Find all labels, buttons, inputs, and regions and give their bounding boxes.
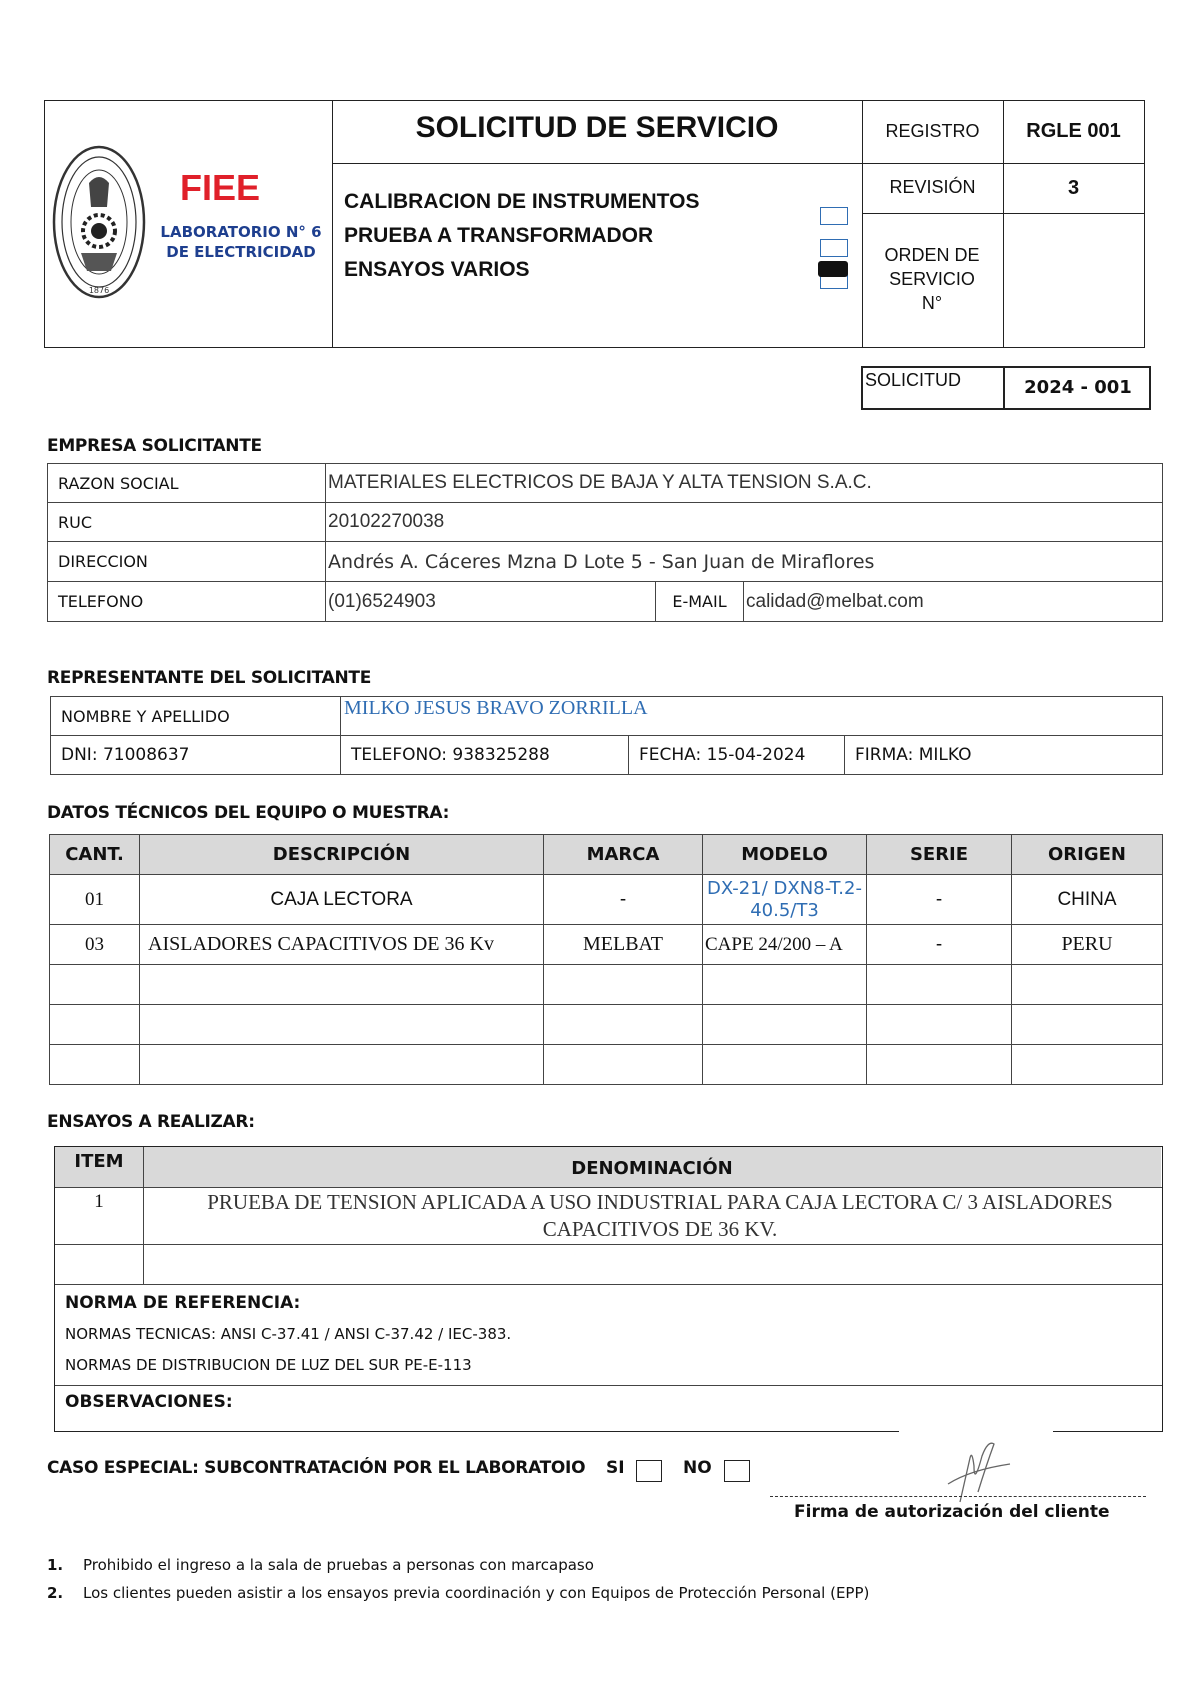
section-title-ensayos: ENSAYOS A REALIZAR: bbox=[47, 1112, 255, 1132]
service-option-calibracion: CALIBRACION DE INSTRUMENTOS bbox=[344, 190, 700, 213]
cell-modelo: DX-21/ DXN8-T.2-40.5/T3 bbox=[703, 875, 867, 925]
col-cant: CANT. bbox=[50, 835, 140, 875]
direccion-label: DIRECCION bbox=[48, 542, 326, 582]
cell-serie: - bbox=[867, 875, 1012, 925]
cell-modelo: CAPE 24/200 – A bbox=[703, 925, 867, 965]
svg-text:1876: 1876 bbox=[88, 286, 110, 295]
email-value[interactable]: calidad@melbat.com bbox=[744, 582, 1163, 622]
table-row bbox=[50, 1045, 1163, 1085]
firma-field[interactable]: FIRMA: MILKO bbox=[845, 736, 1163, 775]
caso-especial-si-label: SI bbox=[606, 1458, 625, 1478]
service-checkbox-transformador[interactable] bbox=[820, 239, 848, 257]
ensayo-denominacion: PRUEBA DE TENSION APLICADA A USO INDUSTRIAL PARA CAJA LECTORA C/ 3 AISLADORES CAPACITIVOS DE 36 KV. bbox=[207, 1190, 1113, 1241]
registro-label: REGISTRO bbox=[885, 121, 980, 141]
telefono-label: TELEFONO bbox=[48, 582, 326, 622]
section-title-representante: REPRESENTANTE DEL SOLICITANTE bbox=[47, 668, 372, 688]
col-descripcion: DESCRIPCIÓN bbox=[140, 835, 544, 875]
ensayo-item-number: 1 bbox=[94, 1191, 104, 1212]
col-item: ITEM bbox=[74, 1151, 124, 1172]
table-row bbox=[50, 925, 1163, 965]
col-serie: SERIE bbox=[867, 835, 1012, 875]
cell-marca: - bbox=[544, 875, 703, 925]
fecha-field[interactable]: FECHA: 15-04-2024 bbox=[629, 736, 845, 775]
firma-cliente-label: Firma de autorización del cliente bbox=[794, 1502, 1110, 1522]
nota-2: 2. Los clientes pueden asistir a los ensayos previa coordinación y con Equipos de Protección Personal (EPP) bbox=[47, 1584, 870, 1602]
nombre-value[interactable]: MILKO JESUS BRAVO ZORRILLA bbox=[341, 697, 1163, 736]
solicitud-number: 2024 - 001 bbox=[1024, 377, 1132, 398]
razon-social-value[interactable]: MATERIALES ELECTRICOS DE BAJA Y ALTA TENSION S.A.C. bbox=[326, 464, 1163, 503]
representante-table bbox=[50, 696, 1163, 775]
cell-origen: PERU bbox=[1012, 925, 1163, 965]
email-label: E-MAIL bbox=[656, 582, 744, 622]
cell-cant: 01 bbox=[50, 875, 140, 925]
col-denominacion: DENOMINACIÓN bbox=[571, 1158, 733, 1179]
table-row bbox=[50, 1005, 1163, 1045]
ruc-value[interactable]: 20102270038 bbox=[326, 503, 1163, 542]
header-block bbox=[44, 100, 1145, 348]
ensayos-block bbox=[54, 1146, 1163, 1432]
ruc-label: RUC bbox=[48, 503, 326, 542]
norma-line-2: NORMAS DE DISTRIBUCION DE LUZ DEL SUR PE-E-113 bbox=[65, 1356, 472, 1374]
table-row bbox=[50, 965, 1163, 1005]
solicitud-label: SOLICITUD bbox=[865, 370, 962, 390]
lab-name-line2: DE ELECTRICIDAD bbox=[166, 243, 316, 261]
caso-especial-si-checkbox[interactable] bbox=[636, 1460, 662, 1482]
dni-field[interactable]: DNI: 71008637 bbox=[51, 736, 341, 775]
section-title-equipo: DATOS TÉCNICOS DEL EQUIPO O MUESTRA: bbox=[47, 803, 450, 823]
empresa-table bbox=[47, 463, 1163, 622]
service-checkbox-calibracion[interactable] bbox=[820, 207, 848, 225]
caso-especial-label: CASO ESPECIAL: SUBCONTRATACIÓN POR EL LABORATOIO bbox=[47, 1458, 586, 1478]
direccion-value[interactable]: Andrés A. Cáceres Mzna D Lote 5 - San Juan de Miraflores bbox=[326, 542, 1163, 582]
orden-servicio-label: ORDEN DE SERVICIO N° bbox=[884, 245, 980, 313]
norma-line-1: NORMAS TECNICAS: ANSI C-37.41 / ANSI C-37.42 / IEC-383. bbox=[65, 1325, 512, 1343]
solicitud-box bbox=[861, 366, 1151, 410]
cell-descripcion: AISLADORES CAPACITIVOS DE 36 Kv bbox=[140, 925, 544, 965]
lab-name-line1: LABORATORIO N° 6 bbox=[160, 223, 322, 241]
col-modelo: MODELO bbox=[703, 835, 867, 875]
section-title-empresa: EMPRESA SOLICITANTE bbox=[47, 436, 262, 456]
cell-descripcion: CAJA LECTORA bbox=[140, 875, 544, 925]
revision-value: 3 bbox=[1067, 177, 1080, 199]
observaciones-label: OBSERVACIONES: bbox=[65, 1392, 233, 1412]
representante-telefono-field[interactable]: TELEFONO: 938325288 bbox=[341, 736, 629, 775]
table-row bbox=[50, 875, 1163, 925]
cell-cant: 03 bbox=[50, 925, 140, 965]
telefono-value[interactable]: (01)6524903 bbox=[326, 582, 656, 622]
university-seal-logo bbox=[51, 143, 147, 301]
service-option-transformador: PRUEBA A TRANSFORMADOR bbox=[344, 224, 654, 247]
caso-especial-no-checkbox[interactable] bbox=[724, 1460, 750, 1482]
col-origen: ORIGEN bbox=[1012, 835, 1163, 875]
page-title: SOLICITUD DE SERVICIO bbox=[415, 111, 779, 144]
revision-label: REVISIÓN bbox=[889, 177, 976, 197]
checkbox-mark-icon bbox=[818, 261, 848, 277]
caso-especial-no-label: NO bbox=[683, 1458, 712, 1478]
nota-1: 1. Prohibido el ingreso a la sala de pruebas a personas con marcapaso bbox=[47, 1556, 594, 1574]
signature-line bbox=[770, 1496, 1146, 1497]
registro-value: RGLE 001 bbox=[1026, 120, 1121, 142]
service-option-ensayos: ENSAYOS VARIOS bbox=[344, 258, 530, 281]
norma-title: NORMA DE REFERENCIA: bbox=[65, 1293, 301, 1313]
razon-social-label: RAZON SOCIAL bbox=[48, 464, 326, 503]
cell-origen: CHINA bbox=[1012, 875, 1163, 925]
cell-marca: MELBAT bbox=[544, 925, 703, 965]
col-marca: MARCA bbox=[544, 835, 703, 875]
brand-fiee: FIEE bbox=[180, 167, 261, 208]
equipo-table bbox=[49, 834, 1163, 1085]
cell-serie: - bbox=[867, 925, 1012, 965]
nombre-label: NOMBRE Y APELLIDO bbox=[51, 697, 341, 736]
